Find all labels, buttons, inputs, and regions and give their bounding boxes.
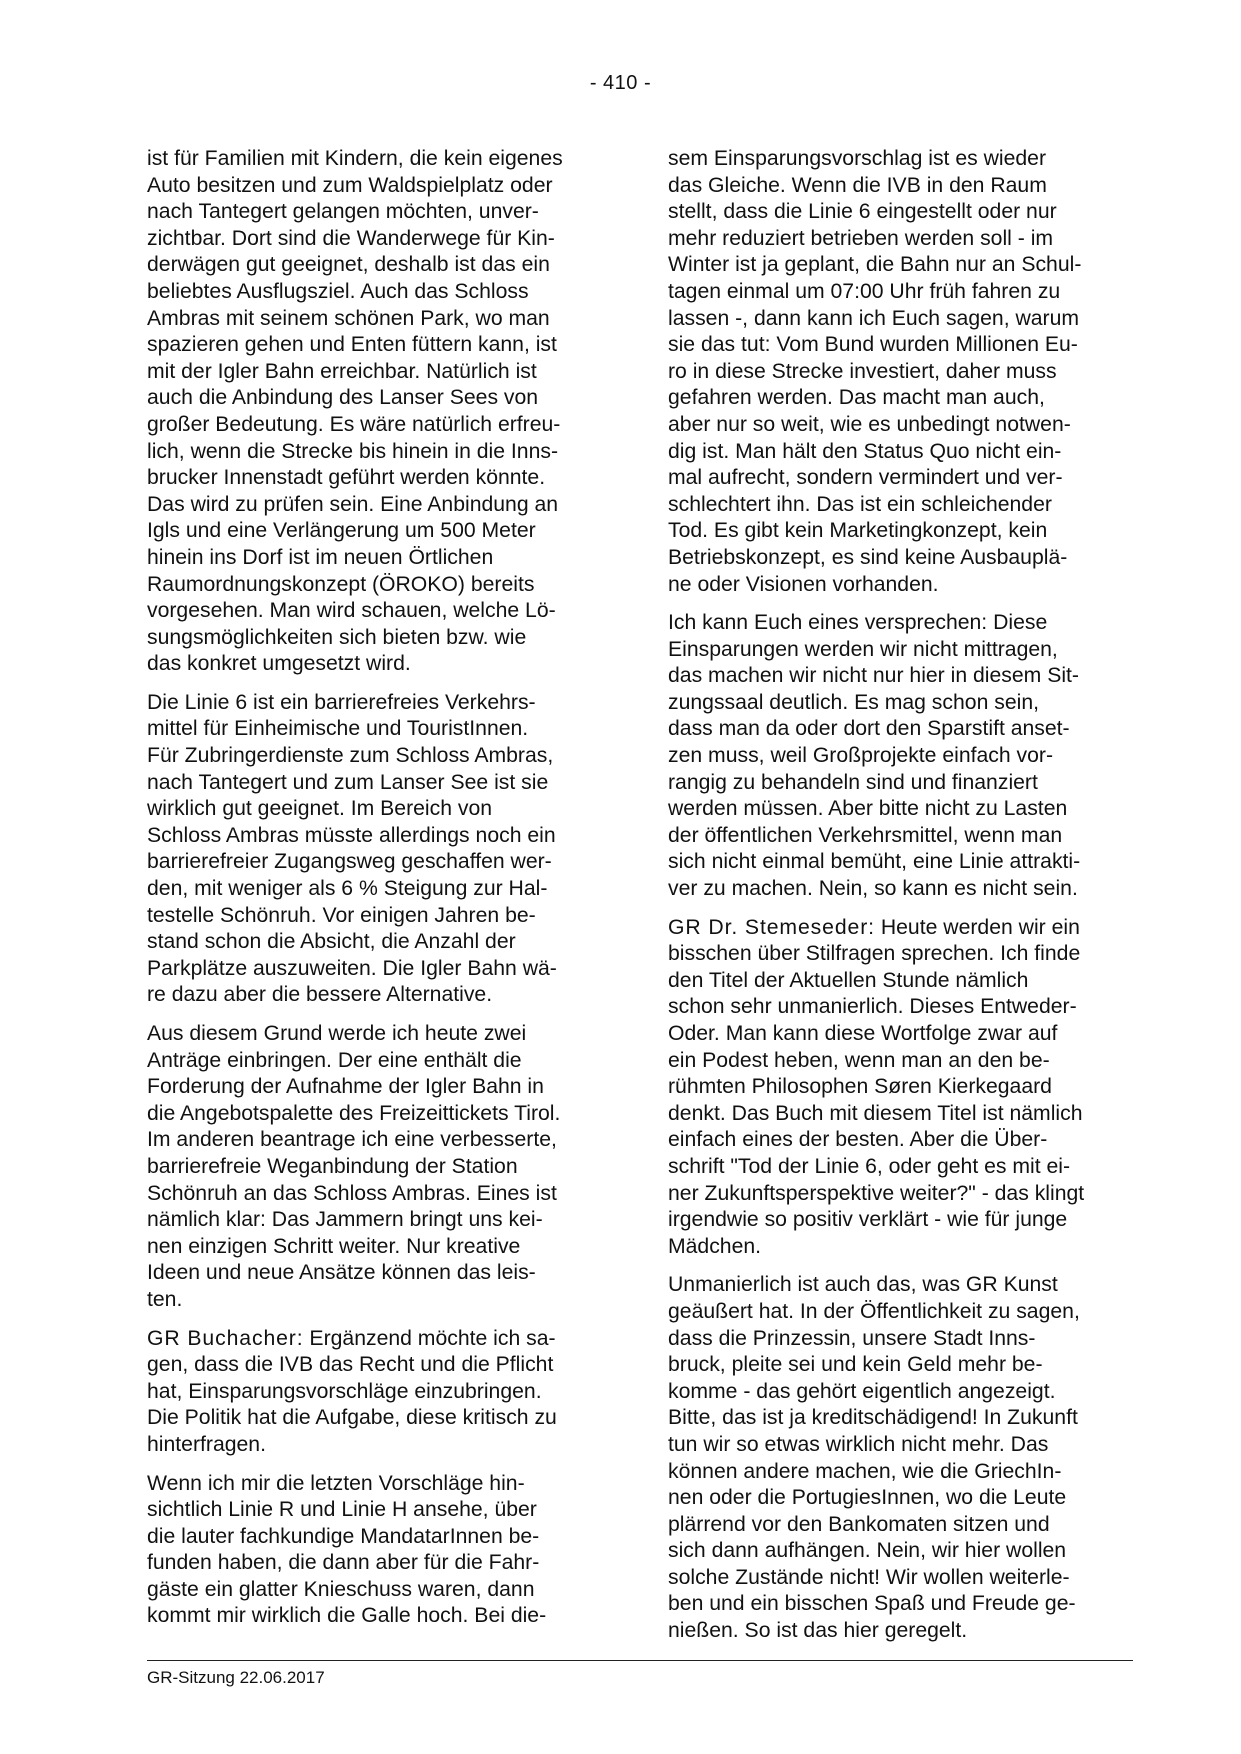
footer-divider <box>147 1660 1133 1661</box>
paragraph: Unmanierlich ist auch das, was GR Kunst geäußert hat. In der Öffentlichkeit zu sagen, dass die Prinzessin, unsere Stadt Inns- bruck, pleite sei und kein Geld mehr be- komme - das gehört eigentlich angezeigt. Bitte, das ist ja kreditschädigend! In Zukunft tun wir so etwas wirklich nicht mehr. Das können andere machen, wie die GriechIn- nen oder die PortugiesInnen, wo die Leute plärrend vor den Bankomaten sitzen und sich dann aufhängen. Nein, wir hier wollen solche Zustände nicht! Wir wollen weiterle- ben und ein bisschen Spaß und Freude ge- nießen. So ist das hier geregelt. <box>668 1273 1080 1643</box>
paragraph: Die Linie 6 ist ein barrierefreies Verkehrs- mittel für Einheimische und TouristInnen. Für Zubringerdienste zum Schloss Ambras, nach Tantegert und zum Lanser See ist sie wirklich gut geeignet. Im Bereich von Schloss Ambras müsste allerdings noch ein barrierefreier Zugangsweg geschaffen wer- den, mit weniger als 6 % Steigung zur Hal- testelle Schönruh. Vor einigen Jahren be- stand schon die Absicht, die Anzahl der Parkplätze auszuweiten. Die Igler Bahn wä- re dazu aber die bessere Alternative. <box>147 690 557 1007</box>
speaker-text: Ergänzend möchte ich sa- gen, dass die IVB das Recht und die Pflicht hat, Einsparungsvorschläge einzubringen. Die Politik hat die Aufgabe, diese kritisch zu hinterfragen. <box>147 1326 557 1456</box>
speaker-paragraph <box>668 915 1133 1261</box>
paragraph: Ich kann Euch eines versprechen: Diese Einsparungen werden wir nicht mittragen, das machen wir nicht nur hier in diesem Sit- zungssaal deutlich. Es mag schon sein, dass man da oder dort den Sparstift anset- zen muss, weil Großprojekte einfach vor- rangig zu behandeln sind und finanziert werden müssen. Aber bitte nicht zu Lasten der öffentlichen Verkehrsmittel, wenn man sich nicht einmal bemüht, eine Linie attrakti- ver zu machen. Nein, so kann es nicht sein. <box>668 611 1081 901</box>
speaker-text: Heute werden wir ein bisschen über Stilfragen sprechen. Ich finde den Titel der Aktuellen Stunde nämlich schon sehr unmanierlich. Dieses Entweder- Oder. Man kann diese Wortfolge zwar auf ein Podest heben, wenn man an den be- rühmten Philosophen Søren Kierkegaard denkt. Das Buch mit diesem Titel ist nämlich einfach eines der besten. Aber die Über- schrift "Tod der Linie 6, oder geht es mit ei- ner Zukunftsperspektive weiter?" - das klingt irgendwie so positiv verklärt - wie für junge Mädchen. <box>668 915 1085 1258</box>
speaker-paragraph <box>147 1326 612 1459</box>
footer-session-date: GR-Sitzung 22.06.2017 <box>147 1668 325 1687</box>
paragraph: Wenn ich mir die letzten Vorschläge hin- sichtlich Linie R und Linie H ansehe, über die lauter fachkundige MandatarInnen be- funden haben, die dann aber für die Fahr- gäste ein glatter Knieschuss waren, dann kommt mir wirklich die Galle hoch. Bei die- <box>147 1471 547 1628</box>
paragraph: Aus diesem Grund werde ich heute zwei Anträge einbringen. Der eine enthält die Forderung der Aufnahme der Igler Bahn in die Angebotspalette des Freizeittickets Tirol. Im anderen beantrage ich eine verbesserte, barrierefreie Weganbindung der Station Schönruh an das Schloss Ambras. Eines ist nämlich klar: Das Jammern bringt uns kei- nen einzigen Schritt weiter. Nur kreative Ideen und neue Ansätze können das leis- ten. <box>147 1022 561 1311</box>
paragraph: ist für Familien mit Kindern, die kein eigenes Auto besitzen und zum Waldspielplatz oder nach Tantegert gelangen möchten, unver- zichtbar. Dort sind die Wanderwege für Kin- derwägen gut geeignet, deshalb ist das ein beliebtes Ausflugsziel. Auch das Schloss Ambras mit seinem schönen Park, wo man spazieren gehen und Enten füttern kann, ist mit der Igler Bahn erreichbar. Natürlich ist auch die Anbindung des Lanser Sees von großer Bedeutung. Es wäre natürlich erfreu- lich, wenn die Strecke bis hinein in die Inns- brucker Innenstadt geführt werden könnte. Das wird zu prüfen sein. Eine Anbindung an Igls und eine Verlängerung um 500 Meter hinein ins Dorf ist im neuen Örtlichen Raumordnungskonzept (ÖROKO) bereits vorgesehen. Man wird schauen, welche Lö- sungsmöglichkeiten sich bieten bzw. wie das konkret umgesetzt wird. <box>147 147 563 676</box>
left-column <box>147 146 612 1642</box>
page-number: - 410 - <box>589 72 652 94</box>
right-column <box>668 146 1133 1657</box>
speaker-name: GR Dr. Stemeseder: <box>668 915 875 939</box>
speaker-name: GR Buchacher: <box>147 1326 304 1350</box>
paragraph: sem Einsparungsvorschlag ist es wieder das Gleiche. Wenn die IVB in den Raum stellt, dass die Linie 6 eingestellt oder nur mehr reduziert betrieben werden soll - im Winter ist ja geplant, die Bahn nur an Schul- tagen einmal um 07:00 Uhr früh fahren zu lassen -, dann kann ich Euch sagen, warum sie das tut: Vom Bund wurden Millionen Eu- ro in diese Strecke investiert, daher muss gefahren werden. Das macht man auch, aber nur so weit, wie es unbedingt notwen- dig ist. Man hält den Status Quo nicht ein- mal aufrecht, sondern vermindert und ver- schlechtert ihn. Das ist ein schleichender Tod. Es gibt kein Marketingkonzept, kein Betriebskonzept, es sind keine Ausbauplä- ne oder Visionen vorhanden. <box>668 147 1082 596</box>
